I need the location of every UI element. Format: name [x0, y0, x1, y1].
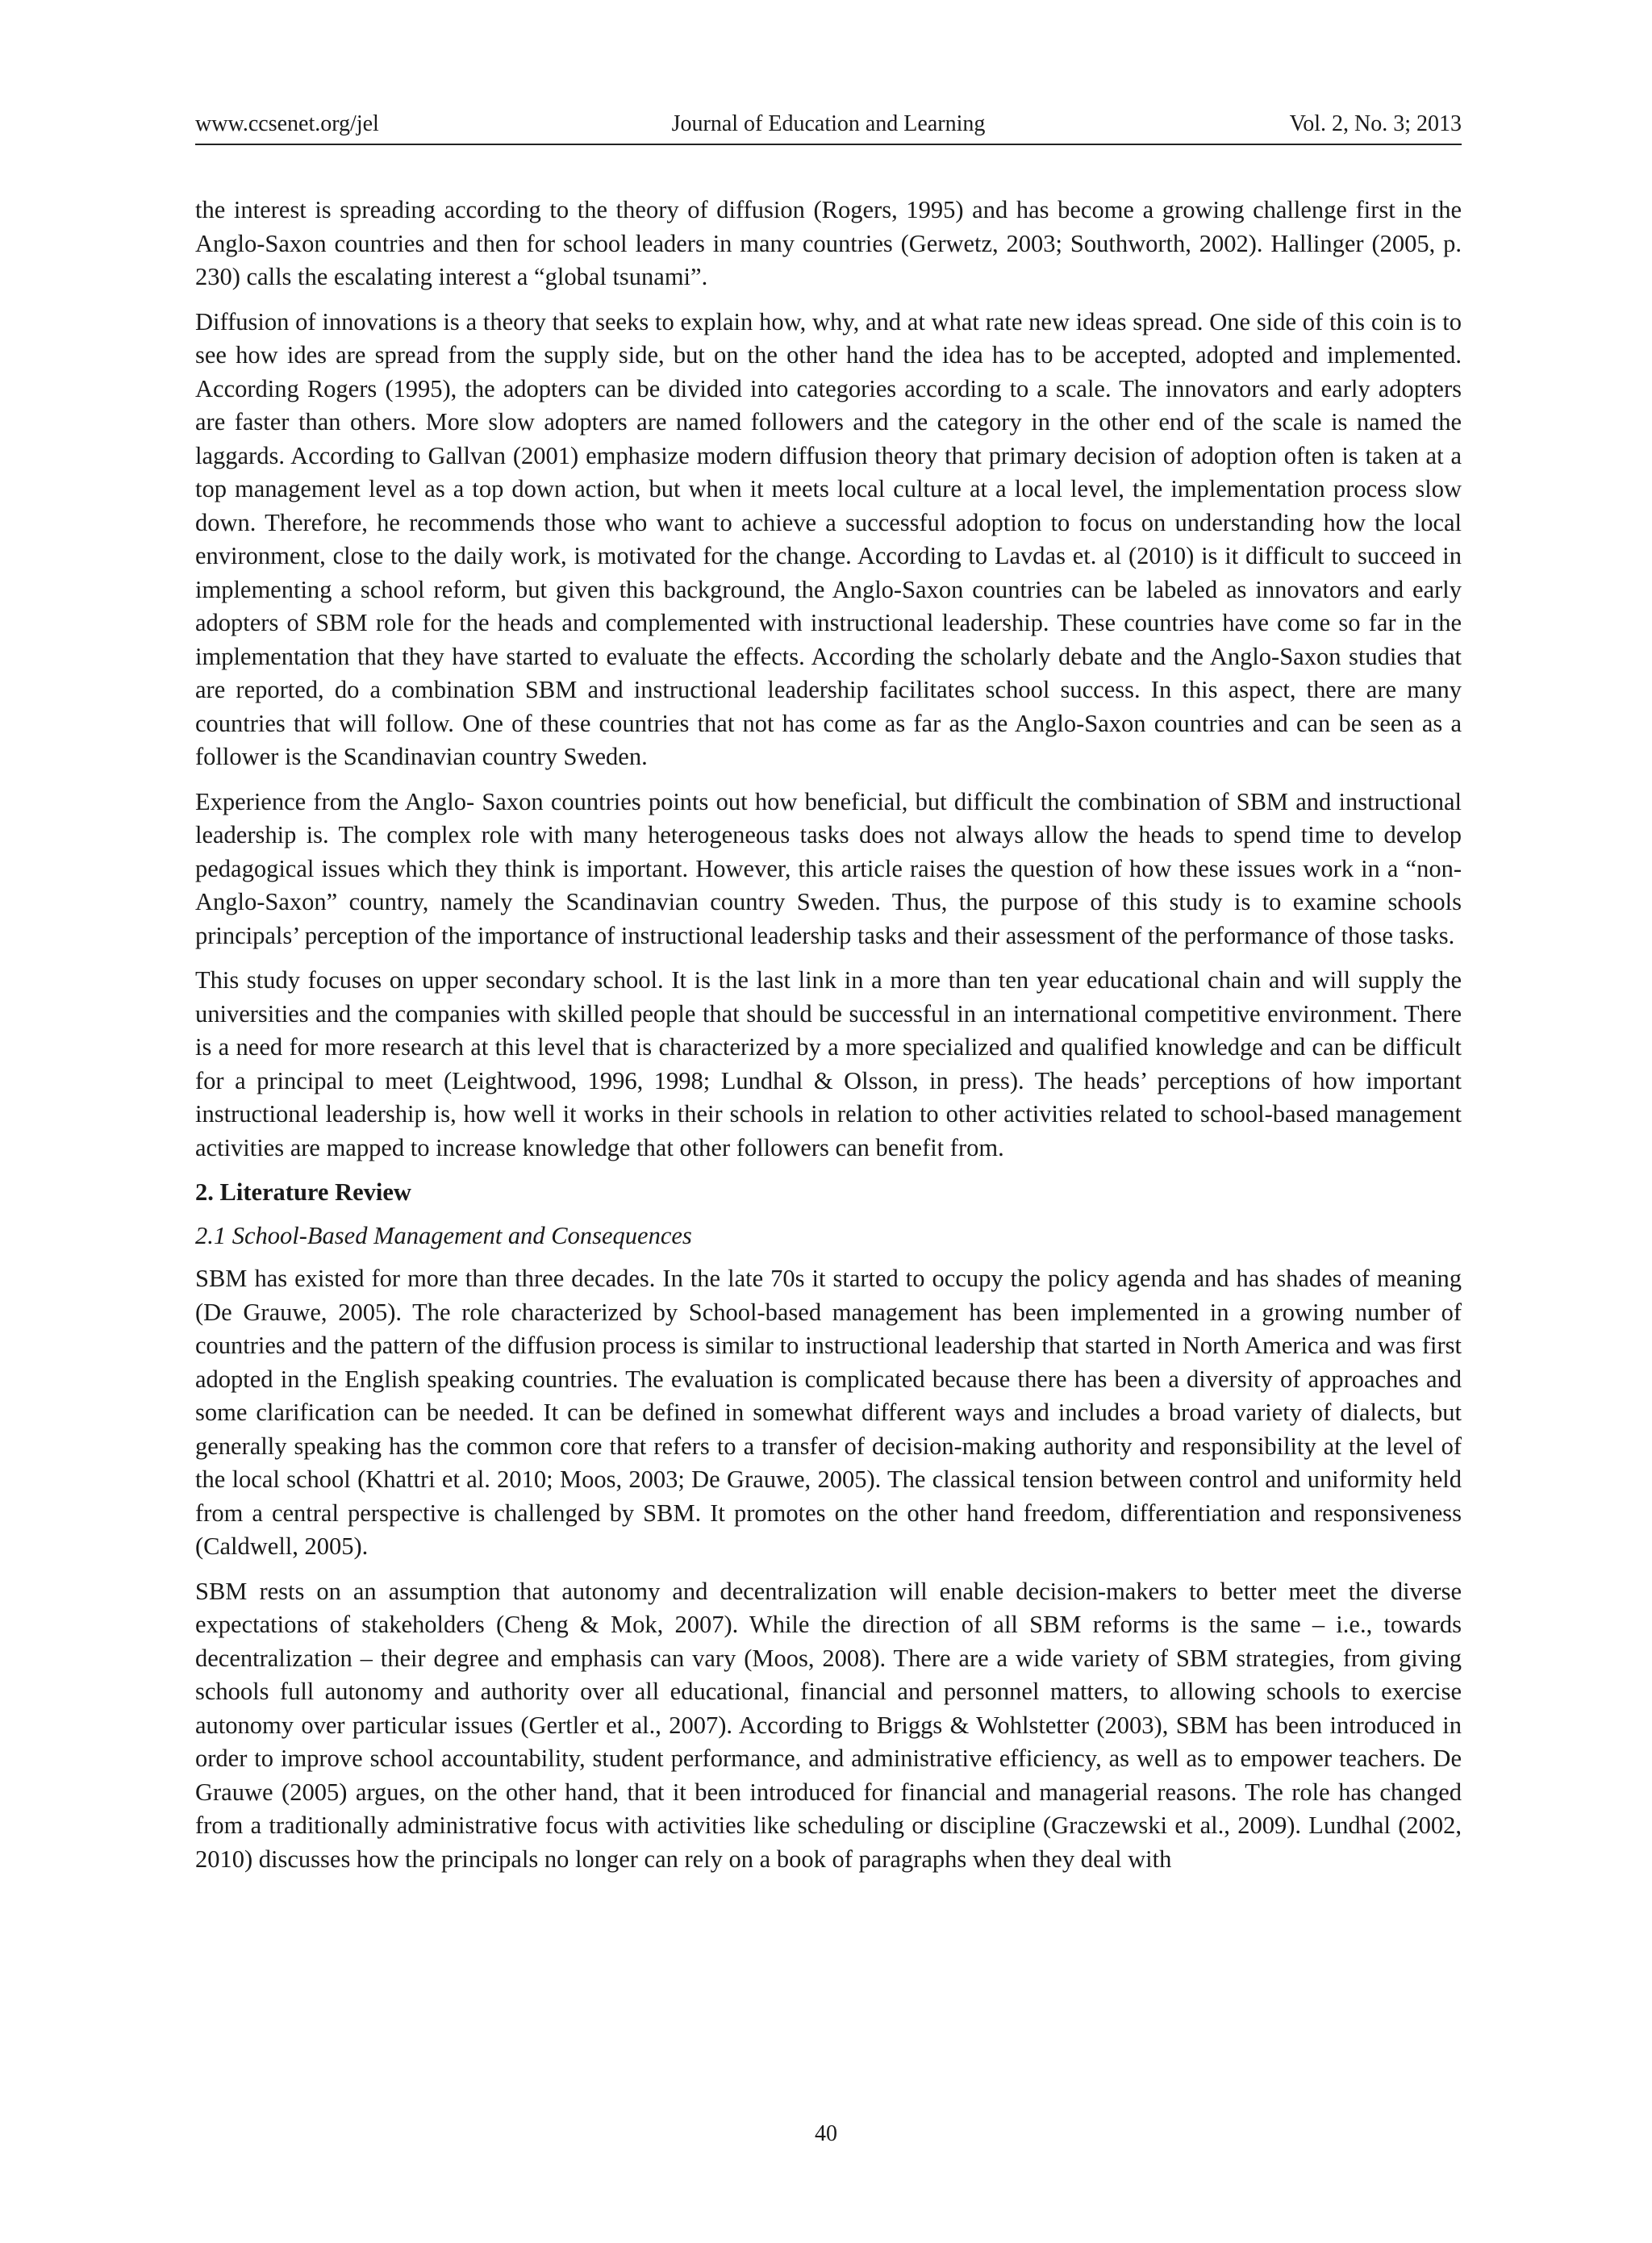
- subsection-heading: 2.1 School-Based Management and Consequences: [195, 1221, 692, 1249]
- journal-url[interactable]: www.ccsenet.org/jel: [195, 111, 379, 136]
- body-paragraph: This study focuses on upper secondary school. It is the last link in a more than ten year educational chain and will supply the universities and the companies with skilled people that should be successful in an international competitive environment. There is a need for more research at this level that is characterized by a more specialized and qualified knowledge and can be difficult for a principal to meet (Leightwood, 1996, 1998; Lundhal & Olsson, in press). The heads’ perceptions of how important instructional leadership is, how well it works in their schools in relation to other activities related to school-based management activities are mapped to increase knowledge that other followers can benefit from.: [195, 966, 1462, 1161]
- journal-title: Journal of Education and Learning: [671, 111, 986, 136]
- body-paragraph: SBM has existed for more than three decades. In the late 70s it started to occupy the policy agenda and has shades of meaning (De Grauwe, 2005). The role characterized by School-based management has been implemented in a growing number of countries and the pattern of the diffusion process is similar to instructional leadership that started in North America and was first adopted in the English speaking countries. The evaluation is complicated because there has been a diversity of approaches and some clarification can be needed. It can be defined in somewhat different ways and includes a broad variety of dialects, but generally speaking has the common core that refers to a transfer of decision-making authority and responsibility at the level of the local school (Khattri et al. 2010; Moos, 2003; De Grauwe, 2005). The classical tension between control and uniformity held from a central perspective is challenged by SBM. It promotes on the other hand freedom, differentiation and responsiveness (Caldwell, 2005).: [195, 1265, 1462, 1560]
- article-body: [195, 194, 1462, 1887]
- body-paragraph: Experience from the Anglo- Saxon countries points out how beneficial, but difficult the combination of SBM and instructional leadership is. The complex role with many heterogeneous tasks does not always allow the heads to spend time to develop pedagogical issues which they think is important. However, this article raises the question of how these issues work in a “non-Anglo-Saxon” country, namely the Scandinavian country Sweden. Thus, the purpose of this study is to examine schools principals’ perception of the importance of instructional leadership tasks and their assessment of the performance of those tasks.: [195, 787, 1462, 949]
- body-paragraph: the interest is spreading according to the theory of diffusion (Rogers, 1995) and has become a growing challenge first in the Anglo-Saxon countries and then for school leaders in many countries (Gerwetz, 2003; Southworth, 2002). Hallinger (2005, p. 230) calls the escalating interest a “global tsunami”.: [195, 196, 1462, 290]
- volume-info: Vol. 2, No. 3; 2013: [1289, 111, 1462, 136]
- body-paragraph: Diffusion of innovations is a theory that seeks to explain how, why, and at what rate new ideas spread. One side of this coin is to see how ides are spread from the supply side, but on the other hand the idea has to be accepted, adopted and implemented. According Rogers (1995), the adopters can be divided into categories according to a scale. The innovators and early adopters are faster than others. More slow adopters are named followers and the category in the other end of the scale is named the laggards. According to Gallvan (2001) emphasize modern diffusion theory that primary decision of adoption often is taken at a top management level as a top down action, but when it meets local culture at a local level, the implementation process slow down. Therefore, he recommends those who want to achieve a successful adoption to focus on understanding how the local environment, close to the daily work, is motivated for the change. According to Lavdas et. al (2010) is it difficult to succeed in implementing a school reform, but given this background, the Anglo-Saxon countries can be labeled as innovators and early adopters of SBM role for the heads and complemented with instructional leadership. These countries have come so far in the implementation that they have started to evaluate the effects. According the scholarly debate and the Anglo-Saxon studies that are reported, do a combination SBM and instructional leadership facilitates school success. In this aspect, there are many countries that will follow. One of these countries that not has come as far as the Anglo-Saxon countries and can be seen as a follower is the Scandinavian country Sweden.: [195, 307, 1462, 770]
- running-header: [195, 108, 1462, 145]
- section-heading: 2. Literature Review: [195, 1178, 411, 1206]
- body-paragraph: SBM rests on an assumption that autonomy and decentralization will enable decision-makers to better meet the diverse expectations of stakeholders (Cheng & Mok, 2007). While the direction of all SBM reforms is the same – i.e., towards decentralization – their degree and emphasis can vary (Moos, 2008). There are a wide variety of SBM strategies, from giving schools full autonomy and authority over all educational, financial and personnel matters, to allowing schools to exercise autonomy over particular issues (Gertler et al., 2007). According to Briggs & Wohlstetter (2003), SBM has been introduced in order to improve school accountability, student performance, and administrative efficiency, as well as to empower teachers. De Grauwe (2005) argues, on the other hand, that it been introduced for financial and managerial reasons. The role has changed from a traditionally administrative focus with activities like scheduling or discipline (Graczewski et al., 2009). Lundhal (2002, 2010) discusses how the principals no longer can rely on a book of paragraphs when they deal with: [195, 1577, 1462, 1873]
- page-number: 40: [815, 2121, 837, 2146]
